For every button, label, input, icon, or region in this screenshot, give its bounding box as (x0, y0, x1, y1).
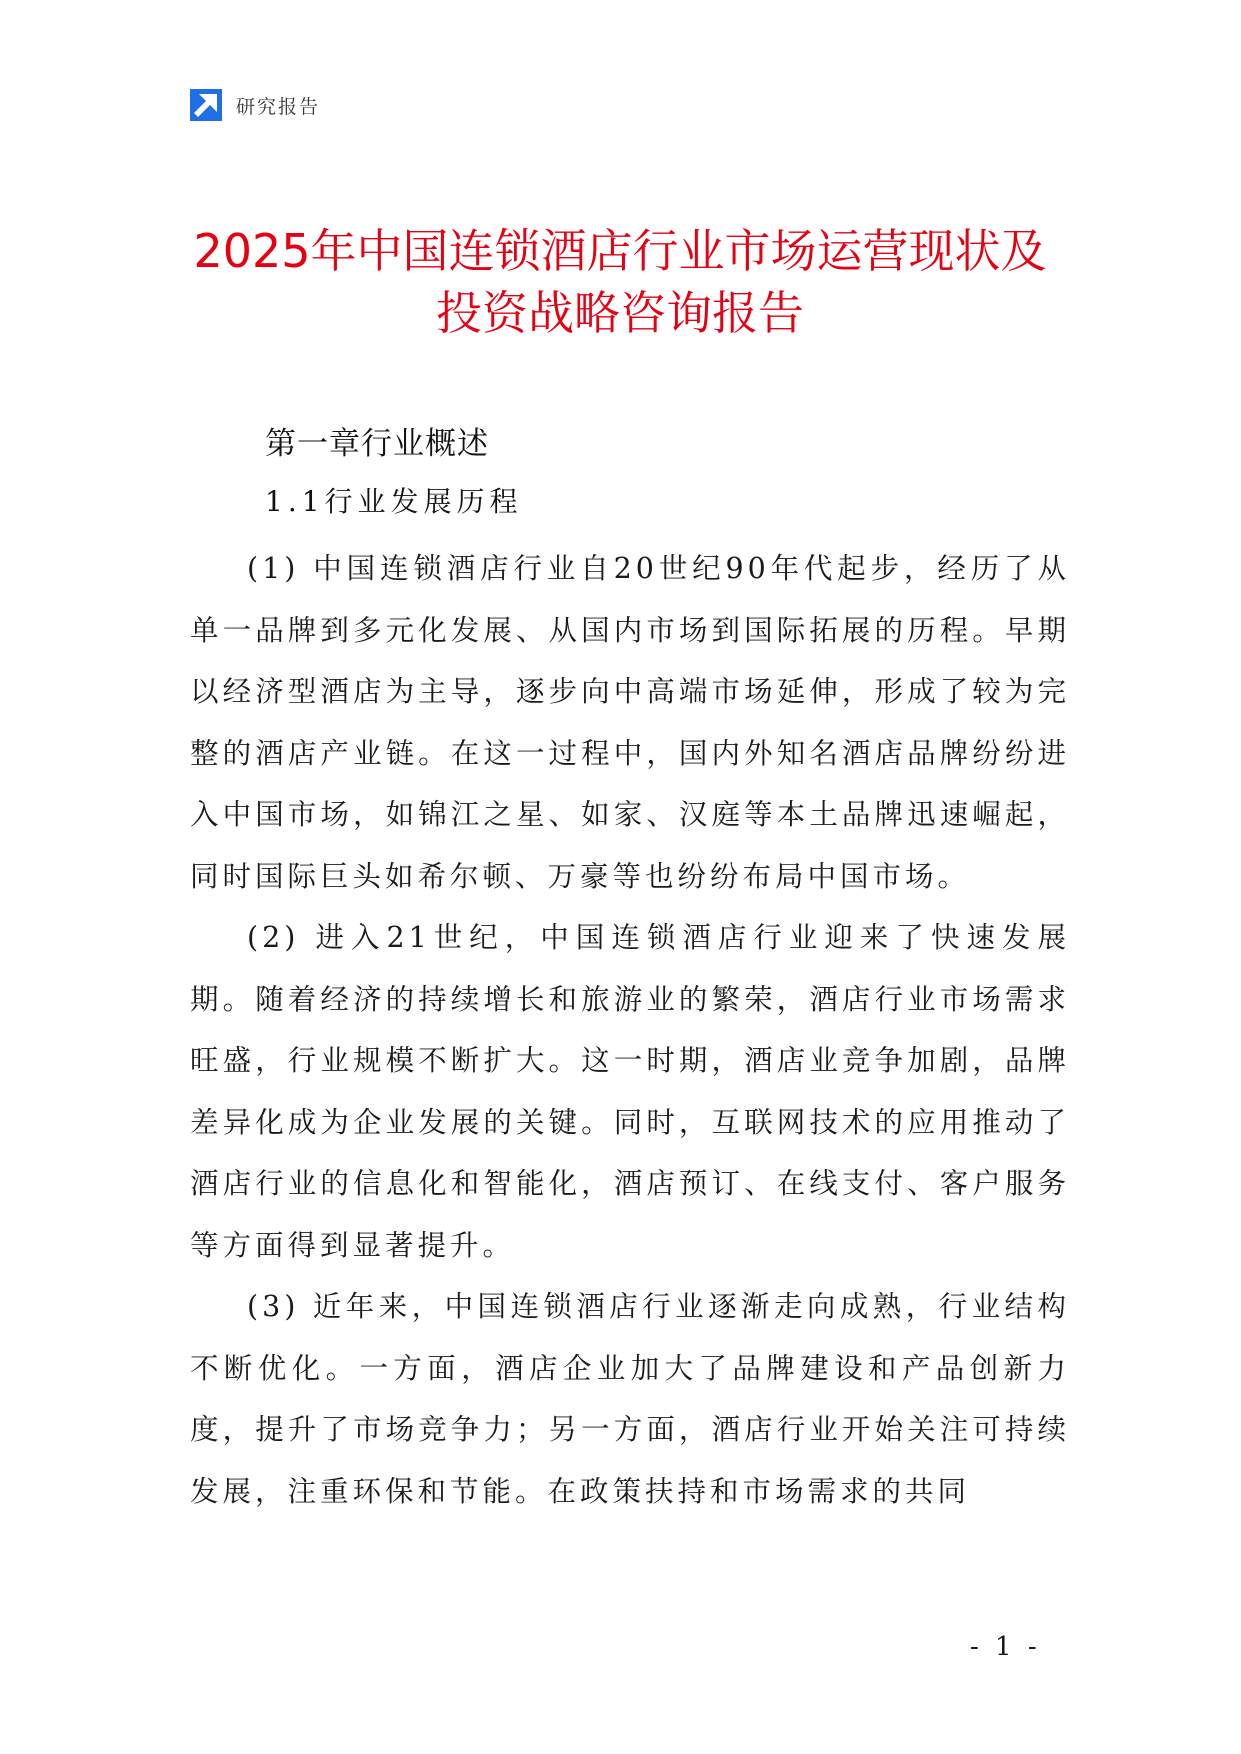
section-heading: 1.1行业发展历程 (265, 485, 523, 518)
paragraph-1: (1) 中国连锁酒店行业自20世纪90年代起步，经历了从单一品牌到多元化发展、从国内市场到国际拓展的历程。早期以经济型酒店为主导，逐步向中高端市场延伸，形成了较为完整的酒店产业链。在这一过程中，国内外知名酒店品牌纷纷进入中国市场，如锦江之星、如家、汉庭等本土品牌迅速崛起，同时国际巨头如希尔顿、万豪等也纷纷布局中国市场。 (190, 552, 1070, 893)
arrow-up-right-icon (190, 89, 222, 121)
header-label: 研究报告 (236, 95, 321, 118)
title-line-1: 2025年中国连锁酒店行业市场运营现状及 (193, 224, 1047, 278)
report-header (190, 88, 320, 122)
page-number: - 1 - (970, 1632, 1041, 1662)
title-line-2: 投资战略咨询报告 (436, 286, 804, 340)
paragraph-3: (3) 近年来，中国连锁酒店行业逐渐走向成熟，行业结构不断优化。一方面，酒店企业加大了品牌建设和产品创新力度，提升了市场竞争力；另一方面，酒店行业开始关注可持续发展，注重环保和节能。在政策扶持和市场需求的共同 (190, 1290, 1070, 1508)
body-text (190, 538, 1070, 1522)
paragraph-2: (2) 进入21世纪，中国连锁酒店行业迎来了快速发展期。随着经济的持续增长和旅游业的繁荣，酒店行业市场需求旺盛，行业规模不断扩大。这一时期，酒店业竞争加剧，品牌差异化成为企业发展的关键。同时，互联网技术的应用推动了酒店行业的信息化和智能化，酒店预订、在线支付、客户服务等方面得到显著提升。 (190, 921, 1070, 1262)
chapter-heading: 第一章行业概述 (265, 426, 489, 462)
report-title (120, 220, 1120, 344)
